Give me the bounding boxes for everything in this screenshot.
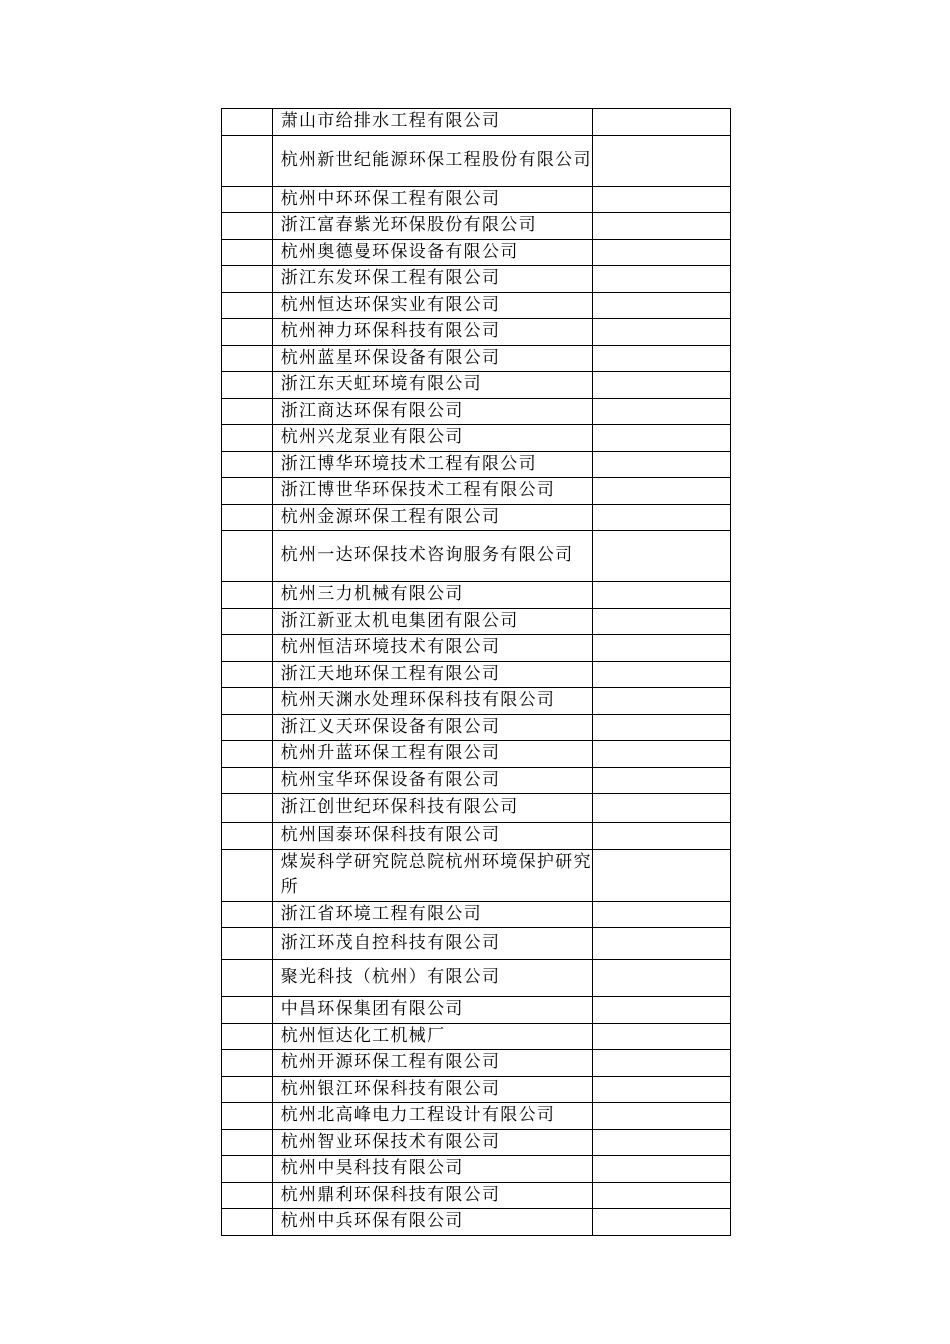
blank-cell-right [593,109,731,136]
company-name-cell: 杭州升蓝环保工程有限公司 [272,741,592,768]
company-name-cell: 浙江博华环境技术工程有限公司 [272,451,592,478]
blank-cell-right [593,794,731,823]
blank-cell-right [593,635,731,662]
company-name-cell: 杭州奥德曼环保设备有限公司 [272,239,592,266]
blank-cell-right [593,582,731,609]
table-row [222,823,731,850]
table-row [222,266,731,293]
company-table [221,108,731,1236]
blank-cell-right [593,1182,731,1209]
table-row [222,319,731,346]
company-name-cell: 杭州天渊水处理环保科技有限公司 [272,688,592,715]
blank-cell-right [593,823,731,850]
blank-cell-right [593,266,731,293]
company-name-cell: 浙江博世华环保技术工程有限公司 [272,478,592,505]
blank-cell-left [222,239,273,266]
company-name-cell: 杭州恒洁环境技术有限公司 [272,635,592,662]
company-name-cell: 杭州蓝星环保设备有限公司 [272,345,592,372]
table-row [222,767,731,794]
blank-cell-left [222,1182,273,1209]
table-row [222,997,731,1024]
company-name-cell: 浙江环茂自控科技有限公司 [272,928,592,960]
blank-cell-right [593,398,731,425]
company-name-cell: 杭州三力机械有限公司 [272,582,592,609]
blank-cell-right [593,928,731,960]
table-row [222,186,731,213]
blank-cell-left [222,1156,273,1183]
company-name-cell: 杭州北高峰电力工程设计有限公司 [272,1103,592,1130]
company-name-cell: 聚光科技（杭州）有限公司 [272,960,592,997]
blank-cell-left [222,292,273,319]
table-row [222,661,731,688]
table-row [222,849,731,901]
company-name-cell: 浙江创世纪环保科技有限公司 [272,794,592,823]
table-row [222,345,731,372]
blank-cell-left [222,372,273,399]
table-row [222,531,731,582]
blank-cell-right [593,135,731,186]
company-name-cell: 浙江富春紫光环保股份有限公司 [272,213,592,240]
blank-cell-left [222,688,273,715]
table-row [222,608,731,635]
blank-cell-left [222,504,273,531]
blank-cell-right [593,319,731,346]
company-name-cell: 杭州神力环保科技有限公司 [272,319,592,346]
table-row [222,1129,731,1156]
company-name-cell: 杭州中兵环保有限公司 [272,1209,592,1236]
blank-cell-right [593,1156,731,1183]
blank-cell-left [222,1076,273,1103]
blank-cell-right [593,1050,731,1077]
blank-cell-right [593,661,731,688]
blank-cell-left [222,109,273,136]
blank-cell-left [222,997,273,1024]
blank-cell-left [222,635,273,662]
blank-cell-left [222,767,273,794]
company-name-cell: 杭州开源环保工程有限公司 [272,1050,592,1077]
table-row [222,239,731,266]
company-name-cell: 杭州恒达环保实业有限公司 [272,292,592,319]
table-row [222,1156,731,1183]
table-row [222,1050,731,1077]
blank-cell-left [222,319,273,346]
blank-cell-right [593,1129,731,1156]
table-row [222,582,731,609]
blank-cell-left [222,661,273,688]
blank-cell-right [593,901,731,928]
company-name-cell: 浙江义天环保设备有限公司 [272,714,592,741]
blank-cell-left [222,582,273,609]
company-name-cell: 杭州一达环保技术咨询服务有限公司 [272,531,592,582]
company-name-cell: 杭州兴龙泵业有限公司 [272,425,592,452]
table-row [222,135,731,186]
company-name-cell: 杭州恒达化工机械厂 [272,1023,592,1050]
company-name-cell: 杭州新世纪能源环保工程股份有限公司 [272,135,592,186]
table-row [222,372,731,399]
table-row [222,1076,731,1103]
blank-cell-left [222,478,273,505]
table-row [222,292,731,319]
table-row [222,213,731,240]
table-row [222,1023,731,1050]
blank-cell-right [593,741,731,768]
table-row [222,714,731,741]
table-row [222,451,731,478]
blank-cell-left [222,186,273,213]
blank-cell-right [593,425,731,452]
blank-cell-right [593,372,731,399]
table-row [222,635,731,662]
blank-cell-left [222,213,273,240]
table-row [222,109,731,136]
blank-cell-left [222,1050,273,1077]
company-name-cell: 中昌环保集团有限公司 [272,997,592,1024]
blank-cell-left [222,266,273,293]
blank-cell-right [593,239,731,266]
blank-cell-left [222,960,273,997]
blank-cell-left [222,741,273,768]
table-row [222,425,731,452]
blank-cell-left [222,794,273,823]
company-name-cell: 杭州智业环保技术有限公司 [272,1129,592,1156]
blank-cell-right [593,849,731,901]
blank-cell-left [222,901,273,928]
blank-cell-left [222,451,273,478]
table-row [222,960,731,997]
company-name-cell: 浙江天地环保工程有限公司 [272,661,592,688]
company-name-cell: 杭州金源环保工程有限公司 [272,504,592,531]
table-row [222,901,731,928]
blank-cell-right [593,960,731,997]
blank-cell-left [222,1103,273,1130]
table-body [222,109,731,1236]
blank-cell-left [222,345,273,372]
company-name-cell: 浙江新亚太机电集团有限公司 [272,608,592,635]
company-name-cell: 浙江东天虹环境有限公司 [272,372,592,399]
blank-cell-right [593,1209,731,1236]
table-row [222,478,731,505]
blank-cell-left [222,1129,273,1156]
table-row [222,1182,731,1209]
table-row [222,1209,731,1236]
company-name-cell: 萧山市给排水工程有限公司 [272,109,592,136]
blank-cell-left [222,425,273,452]
blank-cell-right [593,345,731,372]
blank-cell-right [593,1023,731,1050]
blank-cell-right [593,997,731,1024]
blank-cell-right [593,531,731,582]
table-row [222,794,731,823]
blank-cell-left [222,135,273,186]
company-name-cell: 浙江商达环保有限公司 [272,398,592,425]
blank-cell-left [222,398,273,425]
blank-cell-left [222,608,273,635]
blank-cell-left [222,849,273,901]
company-name-cell: 杭州鼎利环保科技有限公司 [272,1182,592,1209]
company-name-cell: 杭州中环环保工程有限公司 [272,186,592,213]
blank-cell-right [593,186,731,213]
company-name-cell: 浙江省环境工程有限公司 [272,901,592,928]
table-row [222,398,731,425]
blank-cell-right [593,1103,731,1130]
table-row [222,688,731,715]
blank-cell-left [222,1209,273,1236]
company-name-cell: 浙江东发环保工程有限公司 [272,266,592,293]
blank-cell-right [593,714,731,741]
company-name-cell: 杭州中昊科技有限公司 [272,1156,592,1183]
blank-cell-right [593,608,731,635]
company-name-cell: 煤炭科学研究院总院杭州环境保护研究所 [272,849,592,901]
table-row [222,741,731,768]
company-name-cell: 杭州宝华环保设备有限公司 [272,767,592,794]
blank-cell-left [222,823,273,850]
blank-cell-right [593,478,731,505]
blank-cell-right [593,213,731,240]
blank-cell-right [593,504,731,531]
table-row [222,1103,731,1130]
company-name-cell: 杭州国泰环保科技有限公司 [272,823,592,850]
blank-cell-left [222,928,273,960]
table-row [222,504,731,531]
blank-cell-right [593,1076,731,1103]
blank-cell-right [593,292,731,319]
blank-cell-right [593,451,731,478]
blank-cell-left [222,1023,273,1050]
blank-cell-left [222,714,273,741]
table-row [222,928,731,960]
blank-cell-right [593,767,731,794]
blank-cell-left [222,531,273,582]
blank-cell-right [593,688,731,715]
company-name-cell: 杭州银江环保科技有限公司 [272,1076,592,1103]
